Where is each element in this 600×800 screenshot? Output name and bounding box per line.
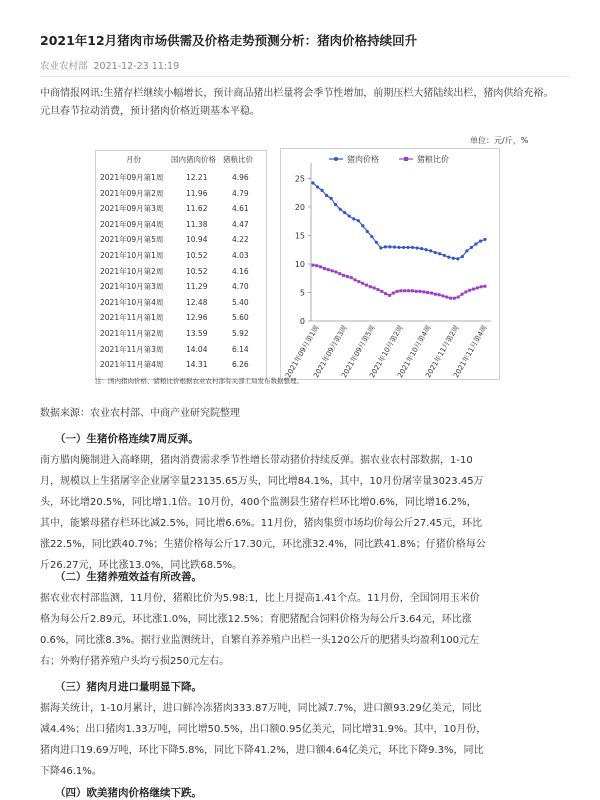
- data-point: [348, 214, 351, 217]
- table-header-ratio: 猪粮比价: [223, 155, 253, 164]
- x-tick-label: 2021年09月第1周: [284, 324, 321, 380]
- data-point: [399, 289, 402, 292]
- data-point: [464, 290, 467, 293]
- data-point: [484, 285, 487, 288]
- data-point: [312, 264, 315, 267]
- data-point: [327, 268, 330, 271]
- data-point: [311, 181, 314, 184]
- data-point: [422, 290, 425, 293]
- figure-note: 注：国内猪肉价格、猪粮比价根据农业农村部有关部工局发布数据整理。: [95, 377, 303, 385]
- y-tick-label: 15: [294, 231, 305, 241]
- table-cell-price: 10.52: [186, 251, 208, 260]
- data-point: [346, 275, 349, 278]
- paragraph-line: 减4.4%；出口猪肉1.33万吨，同比增50.5%，出口额0.95亿美元，同比增31.9%。其中，10月份，: [40, 724, 487, 735]
- table-cell-price: 11.62: [186, 204, 208, 214]
- line-chart: [280, 148, 500, 380]
- table-cell-month: 2021年11月第4周: [100, 360, 164, 370]
- section-heading: （一）生猪价格连续7周反弹。: [55, 433, 199, 445]
- data-point: [343, 211, 346, 214]
- table-cell-month: 2021年09月第2周: [100, 188, 164, 198]
- data-point: [479, 240, 482, 243]
- data-point: [375, 241, 378, 244]
- data-point: [357, 280, 360, 283]
- data-point: [416, 246, 419, 249]
- section-heading: （二）生猪养殖效益有所改善。: [55, 571, 202, 583]
- data-point: [426, 291, 429, 294]
- table-header-month: 月份: [126, 155, 141, 164]
- data-point: [465, 249, 468, 252]
- data-point: [434, 251, 437, 254]
- table-cell-month: 2021年09月第4周: [100, 219, 164, 229]
- data-point: [461, 293, 464, 296]
- data-point: [457, 296, 460, 299]
- paragraph-line: 据海关统计，1-10月累计，进口鲜冷冻猪肉333.87万吨，同比减7.7%，进口额93.29亿美元，同比: [40, 703, 482, 714]
- table-cell-ratio: 4.22: [232, 235, 249, 245]
- data-point: [441, 294, 444, 297]
- table-row: [96, 233, 266, 247]
- table-cell-ratio: 5.60: [232, 313, 249, 323]
- data-point: [415, 290, 418, 293]
- paragraph-line: 南方腊肉腌制进入高峰期，猪肉消费需求季节性增长带动猪价持续反弹。据农业农村部数据，1-10: [40, 455, 473, 466]
- data-point: [402, 246, 405, 249]
- y-tick-label: 10: [294, 259, 305, 269]
- legend-marker: [404, 157, 408, 161]
- table-cell-month: 2021年11月第1周: [100, 313, 164, 323]
- table-cell-ratio: 4.96: [232, 173, 249, 182]
- x-tick-label: 2021年09月第5周: [340, 324, 377, 380]
- data-point: [392, 292, 395, 295]
- data-point: [376, 288, 379, 291]
- paragraph-line: 下降46.1%。: [40, 766, 102, 777]
- data-point: [369, 285, 372, 288]
- section-heading: （四）欧美猪肉价格继续下跌。: [55, 787, 202, 799]
- paragraph-line: 右；外购仔猪养殖户头均亏损250元左右。: [40, 656, 230, 667]
- table-cell-price: 13.59: [186, 329, 208, 338]
- data-point: [384, 245, 387, 248]
- table-cell-price: 14.31: [186, 360, 208, 370]
- data-point: [379, 246, 382, 249]
- paragraph-line: 0.6%，同比涨8.3%。据行业监测统计，自繁自养养殖户出栏一头120公斤的肥猪头均盈利100元左: [40, 635, 479, 646]
- paragraph-line: 斤26.27元，环比涨13.0%，同比跌68.5%。: [40, 560, 243, 571]
- table-cell-month: 2021年09月第5周: [100, 235, 164, 245]
- data-point: [468, 289, 471, 292]
- data-point: [449, 297, 452, 300]
- data-point: [483, 238, 486, 241]
- table-cell-price: 11.96: [186, 188, 208, 198]
- table-cell-month: 2021年09月第1周: [100, 173, 164, 182]
- table-cell-month: 2021年10月第2周: [100, 266, 164, 276]
- data-point: [352, 217, 355, 220]
- table-cell-month: 2021年10月第3周: [100, 282, 164, 292]
- data-point: [325, 194, 328, 197]
- data-point: [476, 286, 479, 289]
- table-cell-ratio: 4.61: [232, 204, 249, 214]
- data-point: [396, 290, 399, 293]
- article-date: 2021-12-23 11:19: [93, 61, 180, 72]
- paragraph-line: 涨22.5%，同比跌40.7%；生猪价格每公斤17.30元，环比涨32.4%，同比跌41.8%；仔猪价格每公: [40, 539, 486, 550]
- table-row: [96, 249, 266, 263]
- data-point: [443, 254, 446, 257]
- table-row: [96, 202, 266, 216]
- data-point: [350, 276, 353, 279]
- table-cell-ratio: 4.70: [232, 282, 249, 292]
- data-point: [319, 265, 322, 268]
- data-point: [453, 297, 456, 300]
- table-cell-month: 2021年09月第3周: [100, 204, 164, 214]
- data-point: [384, 292, 387, 295]
- y-tick-label: 25: [294, 174, 305, 184]
- table-row: [96, 343, 266, 357]
- data-point: [470, 246, 473, 249]
- data-point: [403, 289, 406, 292]
- legend-label: 猪粮比价: [417, 155, 449, 164]
- data-point: [334, 203, 337, 206]
- x-tick-label: 2021年10月第2周: [368, 324, 405, 380]
- x-tick-label: 2021年09月第3周: [312, 324, 349, 380]
- data-point: [342, 274, 345, 277]
- paragraph-line: 头，环比增20.5%，同比增1.1倍。10月份，400个监测县生猪存栏环比增0.6%，同比增16.2%，: [40, 497, 477, 508]
- table-cell-ratio: 6.14: [232, 344, 249, 354]
- data-point: [430, 292, 433, 295]
- data-point: [429, 249, 432, 252]
- section-paragraph: [40, 450, 562, 576]
- table-row: [96, 358, 266, 372]
- table-cell-price: 11.38: [186, 219, 208, 229]
- data-point: [339, 208, 342, 211]
- table-row: [96, 280, 266, 294]
- table-cell-month: 2021年11月第2周: [100, 329, 164, 338]
- data-point: [388, 245, 391, 248]
- data-point: [373, 286, 376, 289]
- data-point: [380, 290, 383, 293]
- data-point: [438, 252, 441, 255]
- paragraph-line: 格为每公斤2.89元，环比涨1.0%，同比涨12.5%；育肥猪配合饲料价格为每公斤3.64元，环比涨: [40, 614, 472, 625]
- paragraph-line: 其中，能繁母猪存栏环比减2.5%，同比增6.6%。11月份，猪肉集贸市场均价每公斤27.45元，环比: [40, 518, 483, 529]
- table-header-price: 国内猪肉价格: [171, 155, 216, 164]
- data-point: [420, 247, 423, 250]
- data-point: [366, 230, 369, 233]
- table-cell-ratio: 4.03: [232, 251, 249, 260]
- data-point: [370, 235, 373, 238]
- table-cell-month: 2021年11月第3周: [100, 344, 164, 354]
- data-point: [397, 246, 400, 249]
- x-tick-label: 2021年10月第4周: [396, 324, 433, 380]
- table-cell-price: 12.48: [186, 297, 208, 307]
- data-point: [480, 285, 483, 288]
- data-point: [419, 290, 422, 293]
- data-point: [323, 267, 326, 270]
- data-point: [357, 219, 360, 222]
- paragraph-line: 据农业农村部监测，11月份，猪粮比价为5.98:1，比上月提高1.41个点。11月份，全国饲用玉米价: [40, 593, 480, 604]
- table-row: [96, 187, 266, 201]
- series-line-hog-grain-ratio: [313, 265, 485, 298]
- data-point: [447, 256, 450, 259]
- data-point: [315, 264, 318, 267]
- y-tick-label: 20: [294, 202, 305, 212]
- table-cell-ratio: 4.47: [232, 219, 249, 229]
- legend-marker: [334, 157, 338, 161]
- table-cell-price: 12.96: [186, 313, 208, 323]
- unit-label: 单位：元/斤，%: [470, 136, 529, 145]
- data-point: [472, 288, 475, 291]
- table-cell-month: 2021年10月第1周: [100, 251, 164, 260]
- table-cell-price: 12.21: [186, 173, 208, 182]
- price-table: [95, 150, 267, 380]
- data-point: [334, 270, 337, 273]
- table-cell-ratio: 6.26: [232, 360, 249, 370]
- table-cell-ratio: 5.92: [232, 329, 249, 338]
- data-point: [320, 189, 323, 192]
- table-cell-price: 11.29: [186, 282, 208, 292]
- data-point: [445, 296, 448, 299]
- data-point: [354, 278, 357, 281]
- data-point: [474, 242, 477, 245]
- x-tick-label: 2021年11月第2周: [424, 324, 461, 380]
- x-tick-label: 2021年11月第4周: [452, 324, 489, 380]
- data-point: [361, 224, 364, 227]
- y-tick-label: 0: [299, 317, 305, 326]
- data-point: [338, 272, 341, 275]
- table-row: [96, 311, 266, 325]
- section-paragraph: [40, 588, 562, 672]
- data-point: [434, 293, 437, 296]
- y-tick-label: 5: [299, 288, 305, 298]
- table-row: [96, 327, 266, 341]
- data-point: [388, 294, 391, 297]
- table-row: [96, 296, 266, 310]
- table-cell-month: 2021年10月第4周: [100, 297, 164, 307]
- data-point: [411, 289, 414, 292]
- article-intro: 中商情报网讯:生猪存栏继续小幅增长，预计商品猪出栏量将会季节性增加，前期压栏大猪陆续出栏，猪肉供给充裕。元旦春节拉动消费，预计猪肉价格近期基本平稳。: [40, 88, 554, 117]
- data-point: [331, 269, 334, 272]
- table-cell-price: 10.52: [186, 266, 208, 276]
- table-row: [96, 265, 266, 279]
- table-cell-price: 10.94: [186, 235, 208, 245]
- data-point: [407, 289, 410, 292]
- section-paragraph: [40, 698, 562, 782]
- legend-label: 猪肉价格: [347, 155, 379, 164]
- section-heading: （三）猪肉月进口量明显下降。: [55, 681, 202, 693]
- title-divider: [40, 76, 570, 77]
- paragraph-line: 月，规模以上生猪屠宰企业屠宰量23135.65万头，同比增84.1%，其中，10月份屠宰量3023.45万: [40, 476, 484, 487]
- data-point: [452, 257, 455, 260]
- data-source: 数据来源：农业农村部、中商产业研究院整理: [40, 408, 240, 419]
- data-point: [330, 197, 333, 200]
- table-cell-price: 14.04: [186, 344, 208, 354]
- price-figure: [90, 130, 529, 390]
- data-point: [438, 293, 441, 296]
- table-cell-ratio: 4.16: [232, 266, 249, 276]
- article-title: 2021年12月猪肉市场供需及价格走势预测分析：猪肉价格持续回升: [40, 33, 418, 48]
- data-point: [406, 246, 409, 249]
- data-point: [456, 257, 459, 260]
- table-cell-ratio: 5.40: [232, 297, 249, 307]
- data-point: [393, 245, 396, 248]
- data-point: [425, 248, 428, 251]
- paragraph-line: 猪肉进口19.69万吨，环比下降5.8%，同比下降41.2%，进口额4.64亿美元，环比下降9.3%，同比: [40, 745, 484, 756]
- table-row: [96, 218, 266, 232]
- article-meta: [40, 58, 179, 72]
- data-point: [461, 255, 464, 258]
- table-cell-ratio: 4.79: [232, 188, 249, 198]
- line-chart-svg: [281, 149, 501, 381]
- table-row: [96, 171, 266, 185]
- data-point: [361, 282, 364, 285]
- data-point: [411, 246, 414, 249]
- data-point: [365, 284, 368, 287]
- article-source[interactable]: 农业农村部: [40, 61, 88, 72]
- data-point: [316, 185, 319, 188]
